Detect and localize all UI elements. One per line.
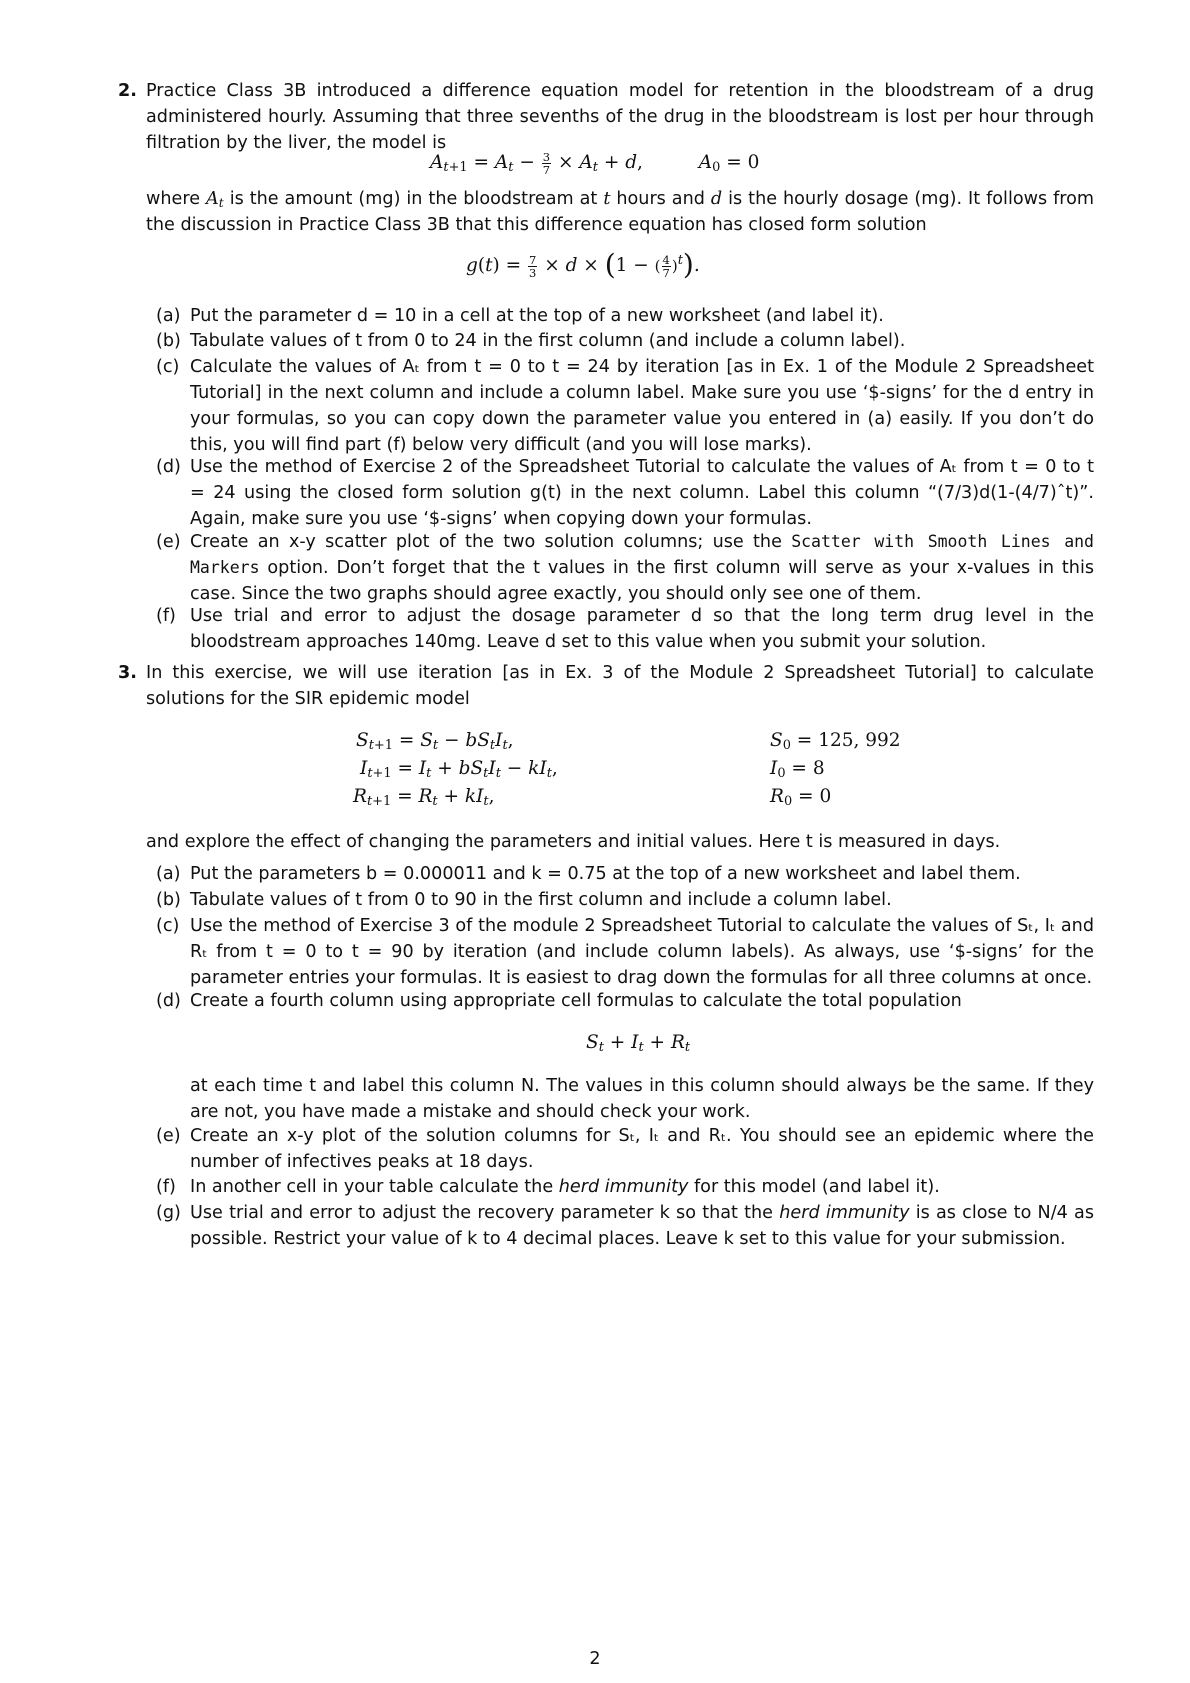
q3-item-label: (d) — [156, 991, 181, 1011]
q2-item-d: Use the method of Exercise 2 of the Spreadsheet Tutorial to calculate the values of Aₜ from t = 0 to t = 24 using the closed form solution g(t) in the next column. Label this column “(7/3)d(1-(4/7)ˆt)”. Again, make sure you use ‘$-signs’ when copying down your formulas. — [190, 457, 1094, 529]
closed-form-equation: g(t) = $\frac{7}{3}$ × d × (1 − ( $\frac{4}{7}$ )$^t$). — [466, 248, 700, 281]
s0-value: 125, 992 — [818, 730, 901, 751]
q2-item-b: Tabulate values of t from 0 to 24 in the first column (and include a column label). — [190, 331, 906, 351]
q2-item-e: Create an x-y scatter plot of the two solution columns; use the Scatter with Smooth Lines and Markers option. Don’t forget that the t values in the first column will serve as your x-values in this case. Since the two graphs should agree exactly, you should only see one of them. — [190, 532, 1095, 604]
q2-item-a: Put the parameter d = 10 in a cell at the top of a new worksheet (and label it). — [190, 306, 884, 326]
page-number: 2 — [589, 1649, 601, 1669]
code-text: Scatter with Smooth Lines and Markers — [190, 532, 1094, 577]
q3-item-d: Create a fourth column using appropriate cell formulas to calculate the total population — [190, 991, 962, 1011]
q3-item-d-continued: at each time t and label this column N. The values in this column should always be the same. If they are not, you have made a mistake and should check your work. — [190, 1076, 1094, 1122]
q3-item-label: (a) — [156, 864, 181, 884]
q2-item-label: (e) — [156, 532, 181, 552]
question-2-intro: Practice Class 3B introduced a difference equation model for retention in the bloodstream of a drug administered hourly. Assuming that three sevenths of the drug in the bloodstream is lost per hour through filtration by the liver, the model is — [146, 81, 1094, 153]
difference-equation: $A_{t+1} = A_t$ − $\frac{3}{7}$ × $A_t + d$, $A_0 = 0$ — [430, 149, 760, 177]
q3-item-label: (e) — [156, 1126, 181, 1146]
question-2-number: 2. — [118, 81, 137, 101]
q2-item-label: (d) — [156, 457, 181, 477]
q3-item-b: Tabulate values of t from 0 to 90 in the first column and include a column label. — [190, 890, 892, 910]
q3-item-c: Use the method of Exercise 3 of the module 2 Spreadsheet Tutorial to calculate the values of Sₜ, Iₜ and Rₜ from t = 0 to t = 90 by iteration (and include column labels). As always, use ‘$-signs’ for the parameter entries your formulas. It is easiest to drag down the formulas for all three columns at once. — [190, 916, 1094, 988]
q3-item-label: (g) — [156, 1203, 181, 1223]
q3-item-g: Use trial and error to adjust the recovery parameter k so that the herd immunity is as close to N/4 as possible. Restrict your value of k to 4 decimal places. Leave k set to this value for your submission. — [190, 1203, 1095, 1249]
i0-value: 8 — [812, 758, 825, 779]
total-population-equation: $S_t + I_t + R_t$ — [586, 1032, 691, 1055]
q3-item-label: (b) — [156, 890, 181, 910]
q3-item-e: Create an x-y plot of the solution columns for Sₜ, Iₜ and Rₜ. You should see an epidemic where the number of infectives peaks at 18 days. — [190, 1126, 1094, 1172]
q2-item-f: Use trial and error to adjust the dosage parameter d so that the long term drug level in the bloodstream approaches 140mg. Leave d set to this value when you submit your solution. — [190, 606, 1094, 652]
r0-value: 0 — [819, 786, 832, 807]
q3-item-a: Put the parameters b = 0.000011 and k = 0.75 at the top of a new worksheet and label them. — [190, 864, 1021, 884]
question-3-number: 3. — [118, 663, 137, 683]
q2-item-label: (f) — [156, 606, 176, 626]
document-page: 2. Practice Class 3B introduced a difference equation model for retention in the bloodstream of a drug administered hourly. Assuming that three sevenths of the drug in the bloodstream is lost per hour through filtration by the liver, the model is $A_{t+1} = A_t$ − $\frac{3}{7}$ × $A_t + d$, $A_0 = 0$ where $A_t$ is the amount (mg) in the bloodstream at t hours and d is the hourly dosage (mg). It follows from the discussion in Practice Class 3B that this difference equation has closed form solution g(t) = $\frac{7}{3}$ × d × (1 − ( $\frac{4}{7}$ )$^t$). (a) Put the parameter d = 10 in a cell at the top of a new worksheet (and label it). (b) Tabulate values of t from 0 to 24 in the first column (and include a column label). (c) Calculate the values of Aₜ from t = 0 to t = 24 by iteration [as in Ex. 1 of the Module 2 Spreadsheet Tutorial] in the next column and include a column label. Make sure you use ‘$-signs’ for the d entry in your formulas, so you can copy down the parameter value you entered in (a) easily. If you don’t do this, you will find part (f) below very difficult (and you will lose marks). (d) Use the method of Exercise 2 of the Spreadsheet Tutorial to calculate the values of Aₜ from t = 0 to t = 24 using the closed form solution g(t) in the next column. Label this column “(7/3)d(1-(4/7)ˆt)”. Again, make sure you use ‘$-signs’ when copying down your formulas. (e) Create an x-y scatter plot of the two solution columns; use the Scatter with Smooth Lines and Markers option. Don’t forget that the t values in the first column will serve as your x-values in this case. Since the two graphs should agree exactly, you should only see one of them. (f) Use trial and error to adjust the dosage parameter d so that the long term drug level in the bloodstream approaches 140mg. Leave d set to this value when you submit your solution. 3. In this exercise, we will use iteration [as in Ex. 3 of the Module 2 Spreadsheet Tutorial] to calculate solutions for the SIR epidemic model $S_{t+1} = S_t - bS_tI_t$, $I_{t+1} = I_t + bS_tI_t - kI_t$, $R_{t+1} = R_t + kI_t$, $S_0 = 125$, 992 $I_0 = 8$ $R_0 = 0$ and explore the effect of changing the parameters and initial values. Here t is measured in days. (a) Put the parameters b = 0.000011 and k = 0.75 at the top of a new worksheet and label them. (b) Tabulate values of t from 0 to 90 in the first column and include a column label. (c) Use the method of Exercise 3 of the module 2 Spreadsheet Tutorial to calculate the values of Sₜ, Iₜ and Rₜ from t = 0 to t = 90 by iteration (and include column labels). As always, use ‘$-signs’ for the parameter entries your formulas. It is easiest to drag down the formulas for all three columns at once. (d) Create a fourth column using appropriate cell formulas to calculate the total population $S_t + I_t + R_t$ at each time t and label this column N. The values in this column should always be the same. If they are not, you have made a mistake and should check your work. (e) Create an x-y plot of the solution columns for Sₜ, Iₜ and Rₜ. You should see an epidemic where the number of infectives peaks at 18 days. (f) In another cell in your table calculate the herd immunity for this model (and label it). (g) Use trial and error to adjust the recovery parameter k so that the herd immunity is as close to N/4 as possible. Restrict your value of k to 4 decimal places. Leave k set to this value for your submission. 2 — [0, 0, 1190, 1683]
q2-item-label: (a) — [156, 306, 181, 326]
question-3-after: and explore the effect of changing the parameters and initial values. Here t is measured in days. — [146, 832, 1001, 852]
q2-item-label: (c) — [156, 357, 180, 377]
question-2-where: where $A_t$ is the amount (mg) in the bloodstream at t hours and d is the hourly dosage (mg). It follows from the discussion in Practice Class 3B that this difference equation has closed form solution — [146, 189, 1095, 235]
q2-item-label: (b) — [156, 331, 181, 351]
q3-item-label: (f) — [156, 1177, 176, 1197]
q2-item-c: Calculate the values of Aₜ from t = 0 to t = 24 by iteration [as in Ex. 1 of the Module 2 Spreadsheet Tutorial] in the next column and include a column label. Make sure you use ‘$-signs’ for the d entry in your formulas, so you can copy down the parameter value you entered in (a) easily. If you don’t do this, you will find part (f) below very difficult (and you will lose marks). — [190, 357, 1094, 455]
q3-item-f: In another cell in your table calculate the herd immunity for this model (and label it). — [190, 1177, 940, 1197]
q3-item-label: (c) — [156, 916, 180, 936]
question-3-intro: In this exercise, we will use iteration [as in Ex. 3 of the Module 2 Spreadsheet Tutorial] to calculate solutions for the SIR epidemic model — [146, 663, 1094, 709]
